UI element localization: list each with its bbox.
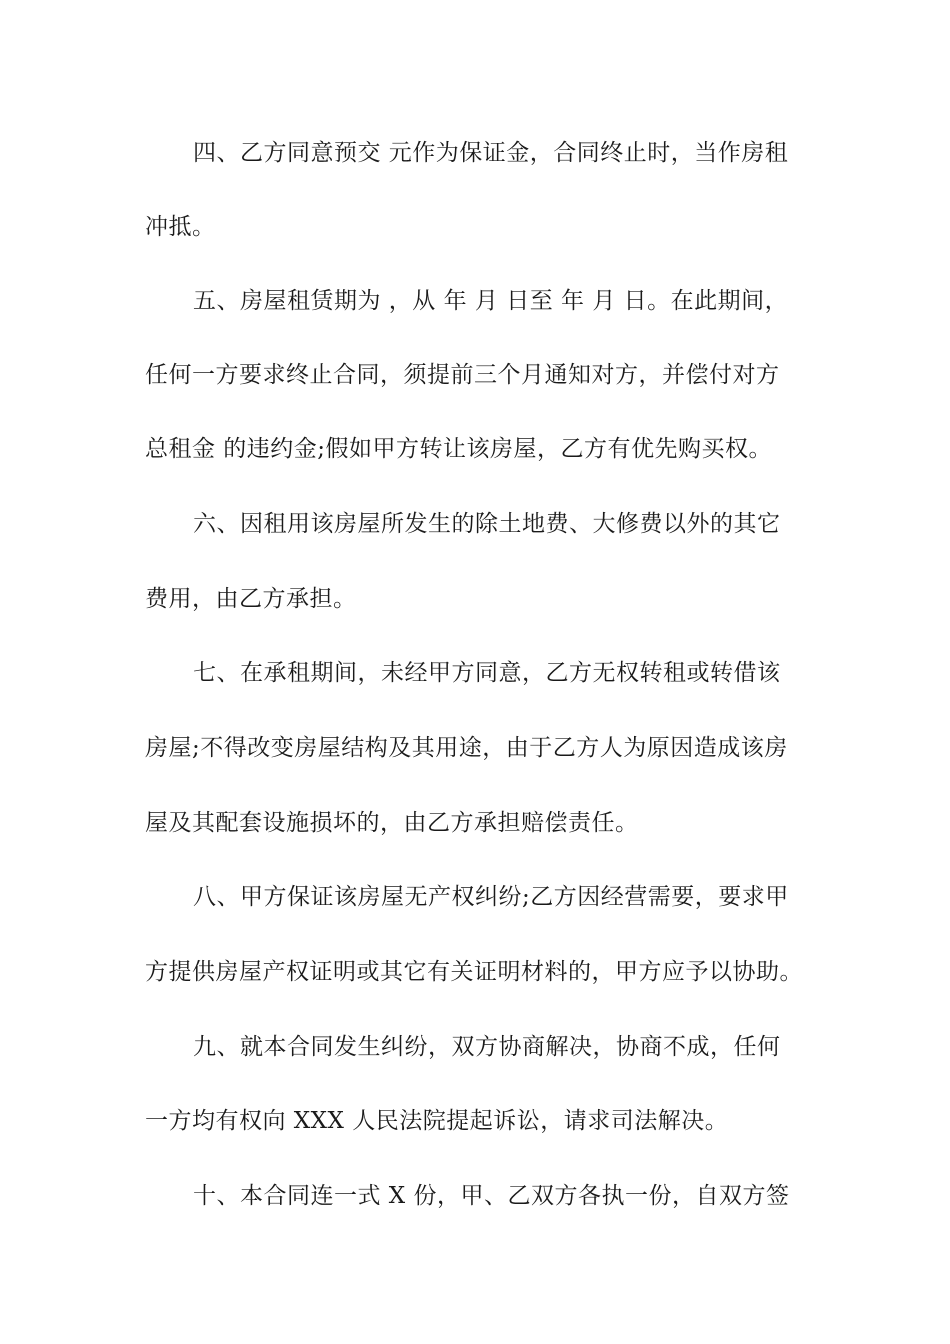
clause-6-line-2: 费用，由乙方承担。 [145,586,357,612]
clause-6-line-1: 六、因租用该房屋所发生的除土地费、大修费以外的其它 [193,511,781,537]
clause-7-line-2: 房屋;不得改变房屋结构及其用途，由于乙方人为原因造成该房 [145,735,788,761]
clause-8-line-1: 八、甲方保证该房屋无产权纠纷;乙方因经营需要，要求甲 [193,884,789,910]
clause-9-line-2: 一方均有权向 XXX 人民法院提起诉讼，请求司法解决。 [145,1108,729,1134]
clause-8-line-2: 方提供房屋产权证明或其它有关证明材料的，甲方应予以协助。 [145,959,803,985]
clause-4-line-2: 冲抵。 [145,214,216,240]
clause-7-line-3: 屋及其配套设施损坏的，由乙方承担赔偿责任。 [145,810,639,836]
clause-7-line-1: 七、在承租期间，未经甲方同意，乙方无权转租或转借该 [193,660,781,686]
clause-5-line-2: 任何一方要求终止合同，须提前三个月通知对方，并偿付对方 [145,362,780,388]
clause-5-line-3: 总租金 的违约金;假如甲方转让该房屋，乙方有优先购买权。 [145,436,773,462]
clause-4-line-1: 四、乙方同意预交 元作为保证金，合同终止时，当作房租 [193,140,789,166]
clause-5-line-1: 五、房屋租赁期为 ，从 年 月 日至 年 月 日。在此期间， [193,288,789,314]
clause-9-line-1: 九、就本合同发生纠纷，双方协商解决，协商不成，任何 [193,1034,781,1060]
clause-10-line-1: 十、本合同连一式 X 份，甲、乙双方各执一份，自双方签 [193,1183,790,1209]
